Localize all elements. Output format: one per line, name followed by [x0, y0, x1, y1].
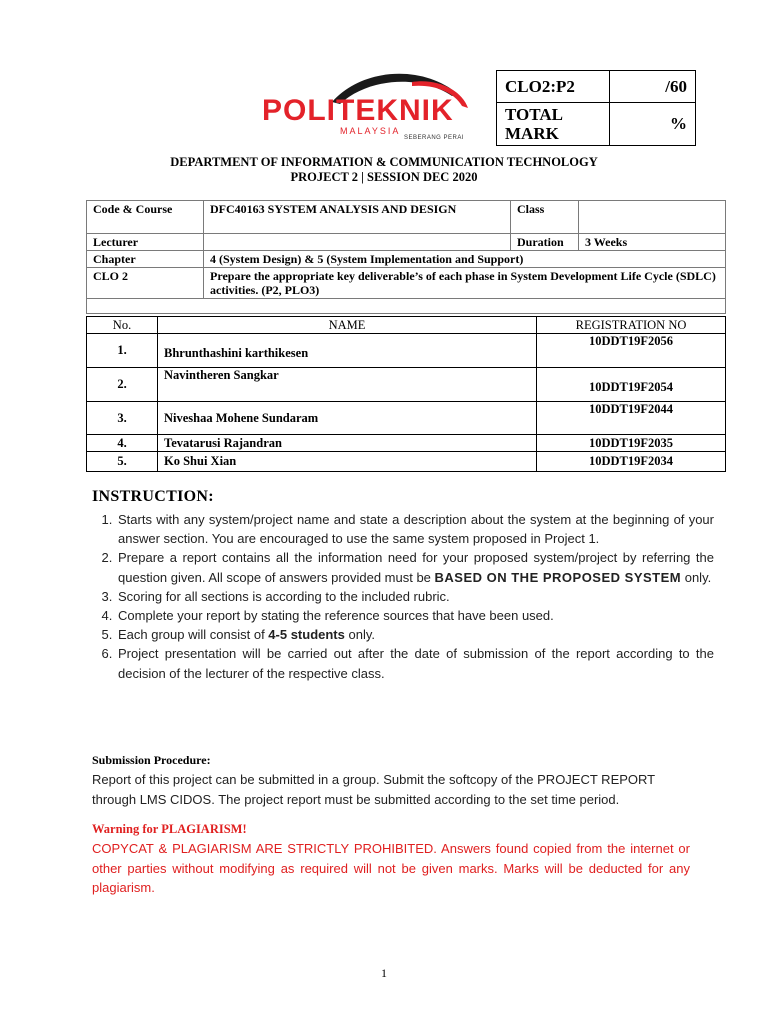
table-row: [87, 402, 726, 435]
list-item: [116, 548, 714, 586]
class-value: [579, 201, 726, 234]
instruction-4: Complete your report by stating the reference sources that have been used.: [118, 608, 554, 624]
student-reg: 10DDT19F2056: [537, 334, 726, 368]
chapter-value: 4 (System Design) & 5 (System Implementation and Support): [204, 251, 726, 268]
student-no: 2.: [87, 368, 158, 402]
students-table: [86, 316, 726, 472]
col-name-header: NAME: [158, 317, 537, 334]
code-course-label: Code & Course: [87, 201, 204, 234]
course-info-table: [86, 200, 726, 314]
instruction-2-text: Prepare a report contains all the information need for your proposed system/project by referring the question given. All scope of answers provided must be: [118, 550, 714, 585]
table-row: [87, 334, 726, 368]
table-row: [87, 368, 726, 402]
class-label: Class: [511, 201, 579, 234]
page-number: 1: [381, 966, 387, 980]
clo-label: CLO2:P2: [497, 71, 610, 103]
instruction-6: Project presentation will be carried out after the date of submission of the report according to the decision of the lecturer of the respective class.: [118, 646, 714, 681]
department-heading: DEPARTMENT OF INFORMATION & COMMUNICATION TECHNOLOGY: [170, 155, 598, 169]
project-heading: PROJECT 2 | SESSION DEC 2020: [290, 170, 478, 184]
clo-score: /60: [610, 71, 696, 103]
col-reg-header: REGISTRATION NO: [537, 317, 726, 334]
instruction-5-text: Each group will consist of: [118, 627, 269, 643]
lecturer-value: [204, 234, 511, 251]
instruction-title: INSTRUCTION:: [92, 488, 214, 505]
student-no: 4.: [87, 435, 158, 452]
list-item: [116, 644, 714, 682]
instruction-2-end: only.: [681, 569, 712, 585]
list-item: [116, 510, 714, 548]
duration-label: Duration: [511, 234, 579, 251]
instruction-list: [92, 510, 714, 683]
list-item: [116, 606, 714, 625]
list-item: [116, 587, 714, 606]
student-reg: 10DDT19F2044: [537, 402, 726, 435]
duration-value: 3 Weeks: [579, 234, 726, 251]
student-name: Tevatarusi Rajandran: [158, 435, 537, 452]
total-mark-value: %: [610, 103, 696, 146]
clo-row-value: Prepare the appropriate key deliverable’s of each phase in System Development Life Cycle (SDLC) activities. (P2, PLO3): [204, 268, 726, 299]
student-name: Niveshaa Mohene Sundaram: [158, 402, 537, 435]
student-name: Bhrunthashini karthikesen: [158, 334, 537, 368]
instruction-5-end: only.: [344, 627, 375, 643]
instruction-1: Starts with any system/project name and state a description about the system at the beginning of your answer section. You are encouraged to use the same system proposed in Project 1.: [118, 512, 714, 547]
student-no: 5.: [87, 452, 158, 472]
logo-campus: SEBERANG PERAI: [404, 135, 465, 141]
logo-wordmark: POLITEKNIK: [262, 94, 454, 127]
warning-text: COPYCAT & PLAGIARISM ARE STRICTLY PROHIBITED. Answers found copied from the internet or other parties without modifying as required will not be given marks. Marks will be deducted for any plagiarism.: [92, 841, 690, 895]
instruction-2-emphasis: BASED ON THE PROPOSED SYSTEM: [434, 569, 682, 585]
table-row: [87, 435, 726, 452]
chapter-label: Chapter: [87, 251, 204, 268]
lecturer-label: Lecturer: [87, 234, 204, 251]
list-item: [116, 625, 714, 644]
logo-subtitle: MALAYSIA: [340, 126, 401, 136]
student-no: 1.: [87, 334, 158, 368]
instruction-5-emphasis: 4-5 students: [268, 627, 345, 643]
code-course-value: DFC40163 SYSTEM ANALYSIS AND DESIGN: [204, 201, 511, 234]
student-reg: 10DDT19F2035: [537, 435, 726, 452]
submission-title: Submission Procedure:: [92, 753, 211, 767]
student-no: 3.: [87, 402, 158, 435]
info-spacer-row: [87, 299, 726, 314]
student-name: Navintheren Sangkar: [158, 368, 537, 402]
mark-box: [496, 70, 696, 146]
student-reg: 10DDT19F2054: [537, 368, 726, 402]
submission-text: Report of this project can be submitted in a group. Submit the softcopy of the PROJECT REPORT through LMS CIDOS. The project report must be submitted according to the set time period.: [92, 772, 655, 807]
col-no-header: No.: [87, 317, 158, 334]
instruction-3: Scoring for all sections is according to the included rubric.: [118, 588, 450, 604]
student-reg: 10DDT19F2034: [537, 452, 726, 472]
warning-title: Warning for PLAGIARISM!: [92, 822, 247, 836]
table-row: [87, 452, 726, 472]
clo-row-label: CLO 2: [87, 268, 204, 299]
total-mark-label: TOTAL MARK: [497, 103, 610, 146]
student-name: Ko Shui Xian: [158, 452, 537, 472]
